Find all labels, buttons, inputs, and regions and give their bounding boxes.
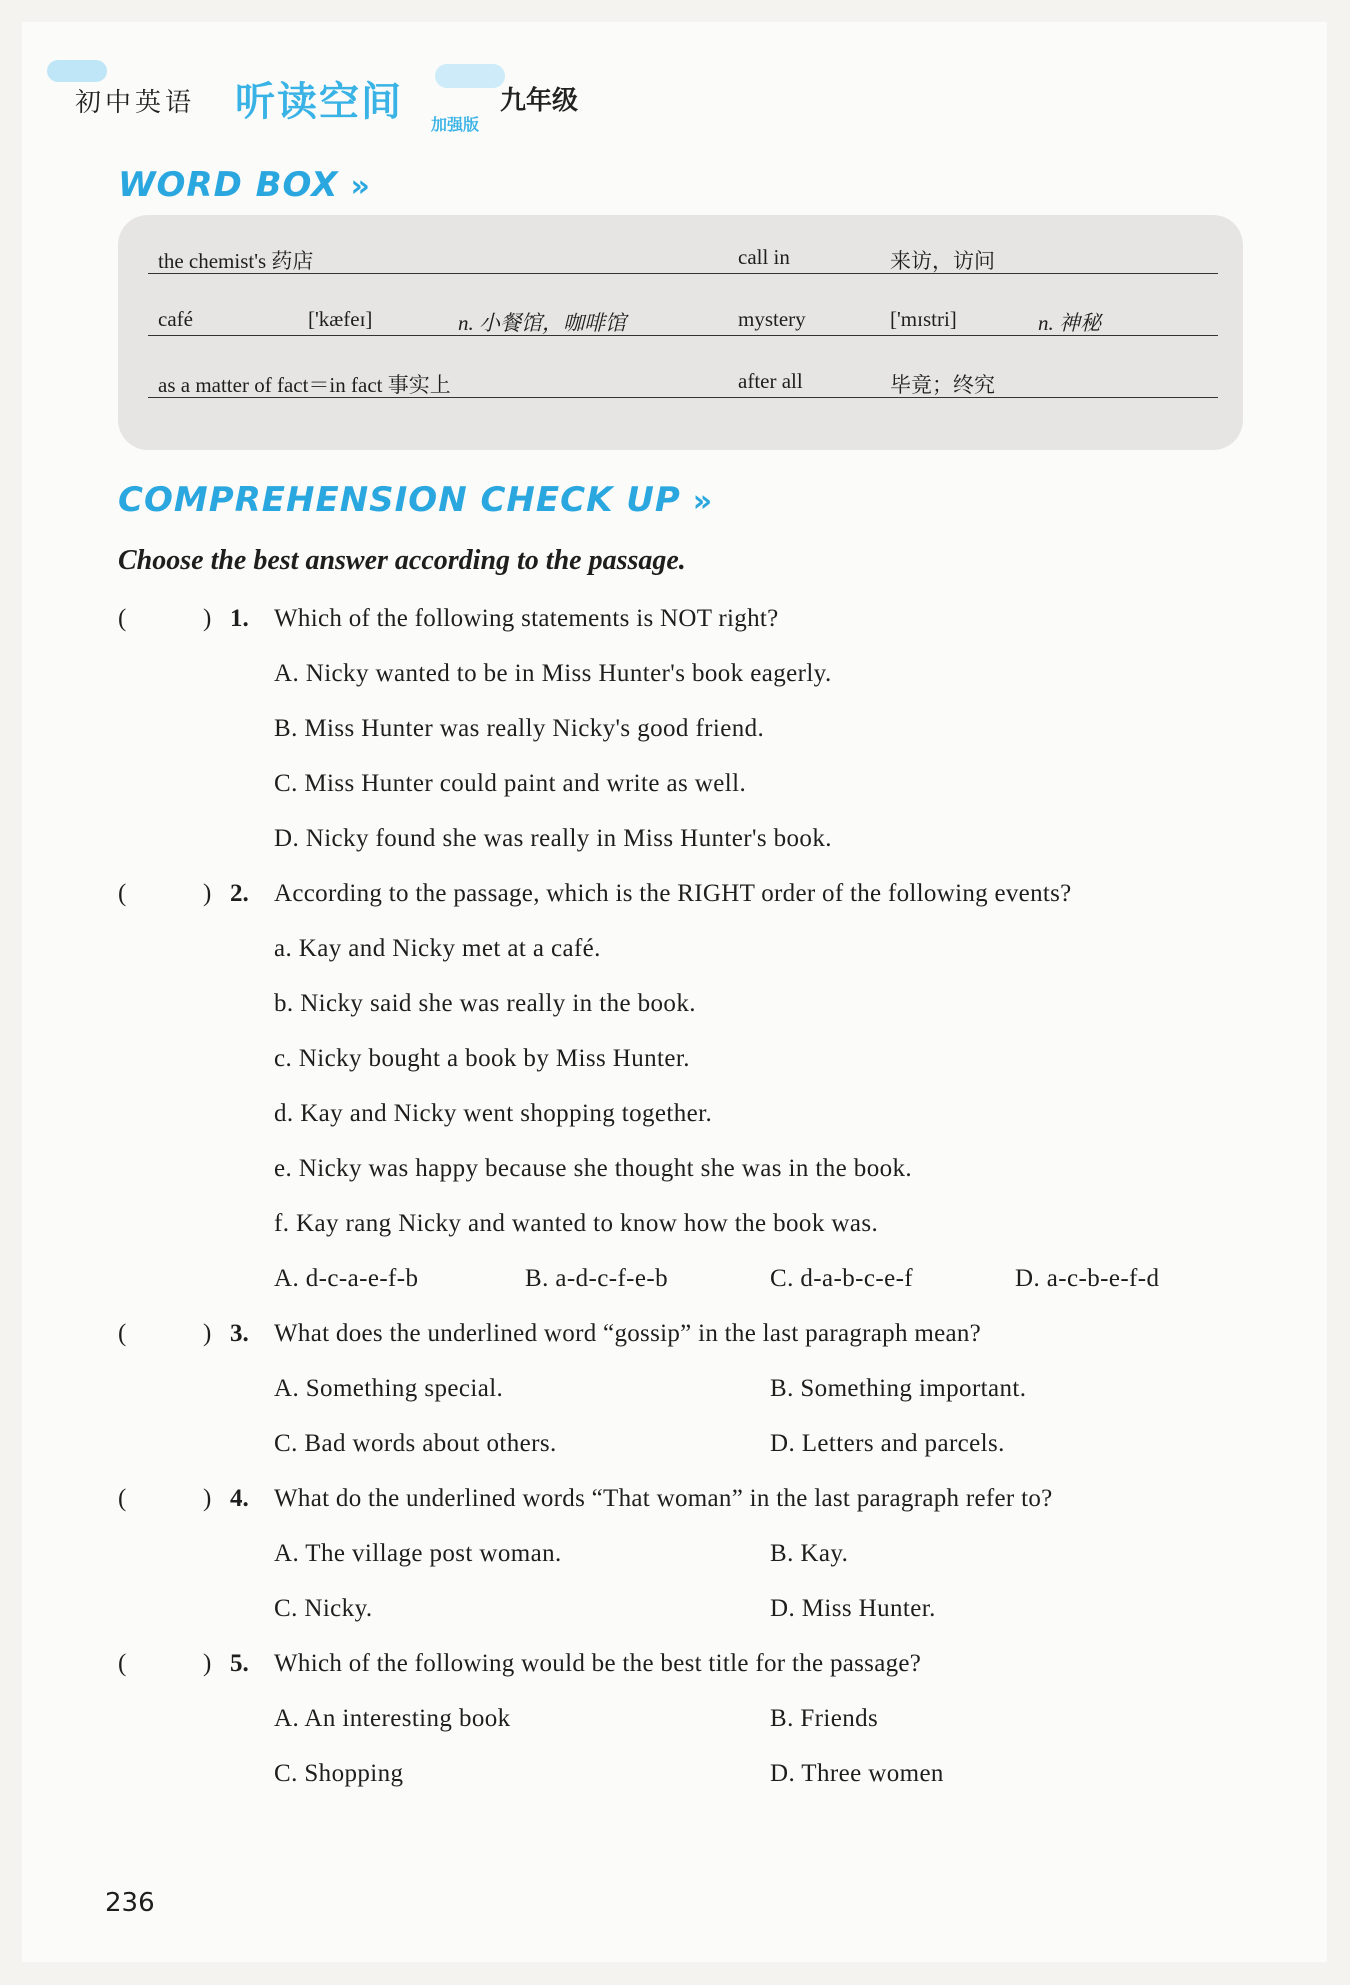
- page-header: [75, 70, 635, 134]
- word-meaning: n. 神秘: [1038, 311, 1101, 335]
- word-entry: after all: [738, 369, 803, 393]
- question-stem: Which of the following statements is NOT right?: [274, 605, 779, 632]
- edition-label: 加强版: [431, 115, 480, 134]
- event-b: b. Nicky said she was really in the book.: [274, 990, 696, 1017]
- option-b: B. Miss Hunter was really Nicky's good friend.: [274, 715, 765, 742]
- word-entry: the chemist's 药店: [158, 249, 314, 273]
- word-box-row: [148, 339, 1218, 398]
- word-entry: call in: [738, 245, 790, 269]
- word-box-title: WORD BOX »: [118, 165, 371, 205]
- instruction: Choose the best answer according to the passage.: [118, 545, 686, 576]
- question-stem: According to the passage, which is the RIGHT order of the following events?: [274, 880, 1072, 907]
- question-stem: Which of the following would be the best title for the passage?: [274, 1650, 922, 1677]
- option-b: B. Kay.: [770, 1540, 849, 1567]
- question-number: 5.: [230, 1650, 249, 1677]
- option-c: C. d-a-b-c-e-f: [770, 1265, 914, 1292]
- option-a: A. The village post woman.: [274, 1540, 562, 1567]
- answer-blank-close: ): [203, 1485, 212, 1512]
- answer-blank-open[interactable]: (: [118, 880, 127, 907]
- word-box-row: [148, 277, 1218, 336]
- answer-blank-open[interactable]: (: [118, 1650, 127, 1677]
- option-b: B. Something important.: [770, 1375, 1027, 1402]
- event-e: e. Nicky was happy because she thought she was in the book.: [274, 1155, 913, 1182]
- option-a: A. d-c-a-e-f-b: [274, 1265, 419, 1292]
- option-c: C. Shopping: [274, 1760, 404, 1787]
- question-number: 2.: [230, 880, 249, 907]
- double-chevron-icon: »: [350, 169, 371, 204]
- comprehension-title: COMPREHENSION CHECK UP »: [118, 480, 714, 520]
- word-meaning: 毕竟；终究: [890, 373, 995, 397]
- answer-blank-close: ): [203, 1320, 212, 1347]
- cloud-decoration: [47, 60, 107, 82]
- event-c: c. Nicky bought a book by Miss Hunter.: [274, 1045, 690, 1072]
- option-d: D. Three women: [770, 1760, 944, 1787]
- option-c: C. Bad words about others.: [274, 1430, 557, 1457]
- option-d: D. Nicky found she was really in Miss Hunter's book.: [274, 825, 832, 852]
- word-entry: as a matter of fact＝in fact 事实上: [158, 373, 451, 397]
- word-box-row: [148, 215, 1218, 274]
- word-box: [118, 215, 1243, 450]
- word-phonetic: ['mɪstri]: [890, 307, 957, 331]
- option-c: C. Nicky.: [274, 1595, 373, 1622]
- word-meaning: 来访，访问: [890, 249, 995, 273]
- question-number: 4.: [230, 1485, 249, 1512]
- answer-blank-close: ): [203, 1650, 212, 1677]
- page-number: 236: [105, 1888, 155, 1918]
- answer-blank-open[interactable]: (: [118, 1320, 127, 1347]
- option-a: A. An interesting book: [274, 1705, 511, 1732]
- word-meaning: n. 小餐馆，咖啡馆: [458, 311, 626, 335]
- word-entry: café: [158, 307, 193, 331]
- answer-blank-open[interactable]: (: [118, 605, 127, 632]
- option-a: A. Something special.: [274, 1375, 504, 1402]
- word-phonetic: ['kæfeɪ]: [308, 307, 373, 331]
- event-a: a. Kay and Nicky met at a café.: [274, 935, 601, 962]
- brand-logo: 听读空间: [235, 79, 403, 125]
- option-c: C. Miss Hunter could paint and write as well.: [274, 770, 747, 797]
- event-d: d. Kay and Nicky went shopping together.: [274, 1100, 713, 1127]
- option-d: D. Letters and parcels.: [770, 1430, 1005, 1457]
- answer-blank-close: ): [203, 605, 212, 632]
- question-number: 1.: [230, 605, 249, 632]
- event-f: f. Kay rang Nicky and wanted to know how the book was.: [274, 1210, 879, 1237]
- option-b: B. Friends: [770, 1705, 879, 1732]
- word-entry: mystery: [738, 307, 806, 331]
- series-name: 初中英语: [75, 88, 196, 118]
- option-b: B. a-d-c-f-e-b: [525, 1265, 669, 1292]
- answer-blank-open[interactable]: (: [118, 1485, 127, 1512]
- option-a: A. Nicky wanted to be in Miss Hunter's book eagerly.: [274, 660, 832, 687]
- double-chevron-icon: »: [692, 484, 714, 519]
- option-d: D. a-c-b-e-f-d: [1015, 1265, 1160, 1292]
- question-stem: What does the underlined word “gossip” in the last paragraph mean?: [274, 1320, 982, 1347]
- cloud-decoration: [435, 64, 505, 88]
- grade-label: 九年级: [500, 86, 579, 116]
- question-stem: What do the underlined words “That woman” in the last paragraph refer to?: [274, 1485, 1053, 1512]
- question-number: 3.: [230, 1320, 249, 1347]
- answer-blank-close: ): [203, 880, 212, 907]
- option-d: D. Miss Hunter.: [770, 1595, 936, 1622]
